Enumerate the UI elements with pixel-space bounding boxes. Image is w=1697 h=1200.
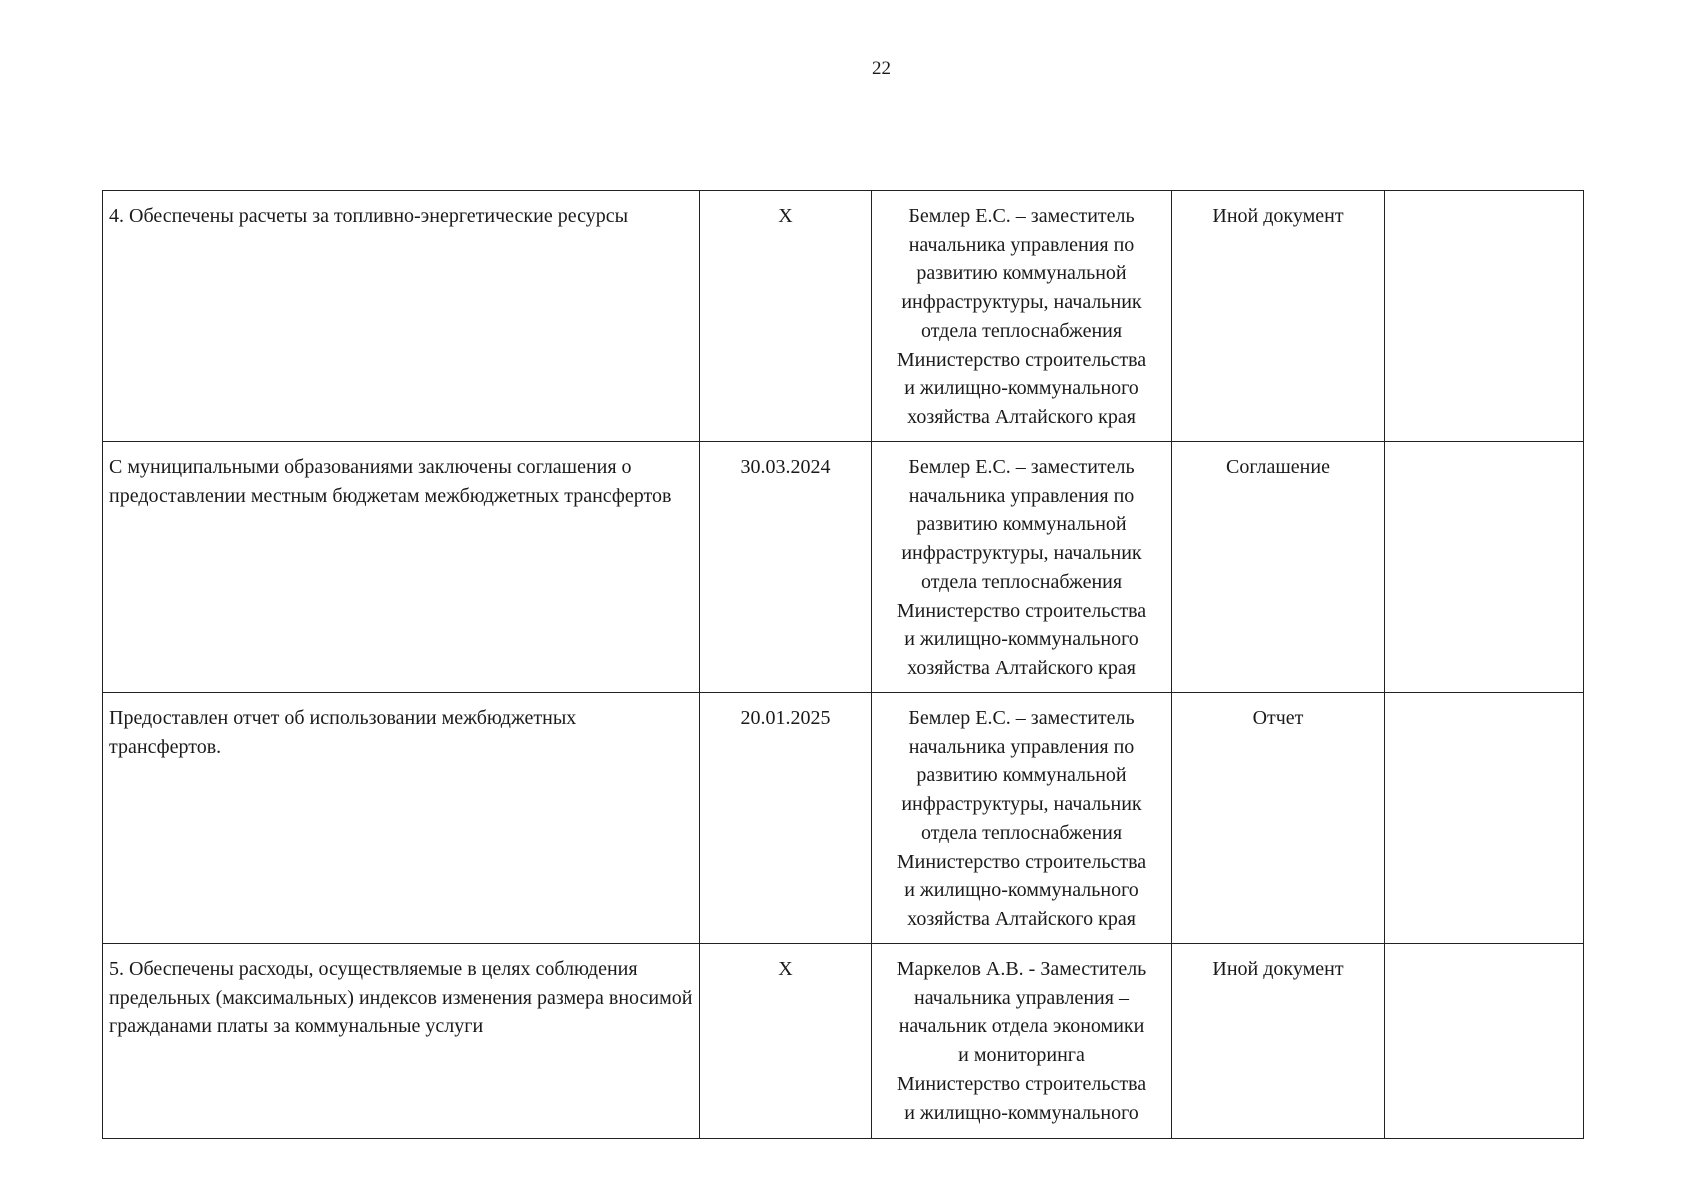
result-cell: 4. Обеспечены расчеты за топливно-энергетические ресурсы: [103, 191, 700, 442]
responsible-line: начальника управления по: [908, 484, 1135, 507]
responsible-cell: [872, 191, 1172, 442]
document-cell: Отчет: [1172, 693, 1385, 944]
responsible-line: хозяйства Алтайского края: [907, 656, 1136, 679]
plan-table: [102, 190, 1584, 1139]
responsible-cell: [872, 693, 1172, 944]
date-cell: X: [700, 944, 872, 1139]
responsible-line: отдела теплоснабжения: [920, 570, 1123, 593]
responsible-line: начальника управления по: [908, 233, 1135, 256]
extra-cell: [1385, 944, 1584, 1139]
table-row: [103, 944, 1584, 1139]
responsible-line: хозяйства Алтайского края: [907, 405, 1136, 428]
responsible-line: и жилищно-коммунального: [904, 377, 1139, 400]
responsible-line: Министерство строительства: [896, 599, 1147, 622]
table-row: [103, 442, 1584, 693]
responsible-line: отдела теплоснабжения: [920, 319, 1123, 342]
responsible-line: развитию коммунальной: [916, 764, 1127, 787]
table-row: [103, 693, 1584, 944]
responsible-line: начальника управления –: [914, 986, 1129, 1009]
responsible-line: и жилищно-коммунального: [904, 628, 1139, 651]
document-cell: Соглашение: [1172, 442, 1385, 693]
responsible-line: инфраструктуры, начальник: [901, 542, 1142, 565]
responsible-line: и жилищно-коммунального: [904, 879, 1139, 902]
extra-cell: [1385, 693, 1584, 944]
document-cell: Иной документ: [1172, 191, 1385, 442]
responsible-line: начальника управления по: [908, 735, 1135, 758]
responsible-line: Маркелов А.В. - Заместитель: [896, 958, 1147, 980]
responsible-line: отдела теплоснабжения: [920, 821, 1123, 844]
document-cell: Иной документ: [1172, 944, 1385, 1139]
responsible-line: развитию коммунальной: [916, 513, 1127, 536]
page-number: 22: [872, 58, 891, 79]
responsible-line: развитию коммунальной: [916, 262, 1127, 285]
responsible-line: Бемлер Е.С. – заместитель: [908, 707, 1135, 729]
date-cell: 20.01.2025: [700, 693, 872, 944]
responsible-cell: [872, 442, 1172, 693]
responsible-cell: [872, 944, 1172, 1139]
responsible-line: Бемлер Е.С. – заместитель: [908, 456, 1135, 478]
responsible-line: Бемлер Е.С. – заместитель: [908, 205, 1135, 227]
result-cell: 5. Обеспечены расходы, осуществляемые в целях соблюдения предельных (максимальных) индексов изменения размера вносимой гражданами платы за коммунальные услуги: [103, 944, 700, 1139]
table-row: [103, 191, 1584, 442]
responsible-line: инфраструктуры, начальник: [901, 291, 1142, 314]
responsible-line: хозяйства Алтайского края: [907, 907, 1136, 930]
responsible-line: и мониторинга: [958, 1044, 1085, 1067]
responsible-line: Министерство строительства: [896, 850, 1147, 873]
responsible-line: инфраструктуры, начальник: [901, 793, 1142, 816]
date-cell: X: [700, 191, 872, 442]
extra-cell: [1385, 191, 1584, 442]
extra-cell: [1385, 442, 1584, 693]
date-cell: 30.03.2024: [700, 442, 872, 693]
responsible-line: Министерство строительства: [896, 348, 1147, 371]
responsible-line: и жилищно-коммунального: [904, 1101, 1139, 1124]
responsible-line: начальник отдела экономики: [898, 1015, 1145, 1038]
responsible-line: Министерство строительства: [896, 1072, 1147, 1095]
result-cell: С муниципальными образованиями заключены соглашения о предоставлении местным бюджетам межбюджетных трансфертов: [103, 442, 700, 693]
result-cell: Предоставлен отчет об использовании межбюджетных трансфертов.: [103, 693, 700, 944]
